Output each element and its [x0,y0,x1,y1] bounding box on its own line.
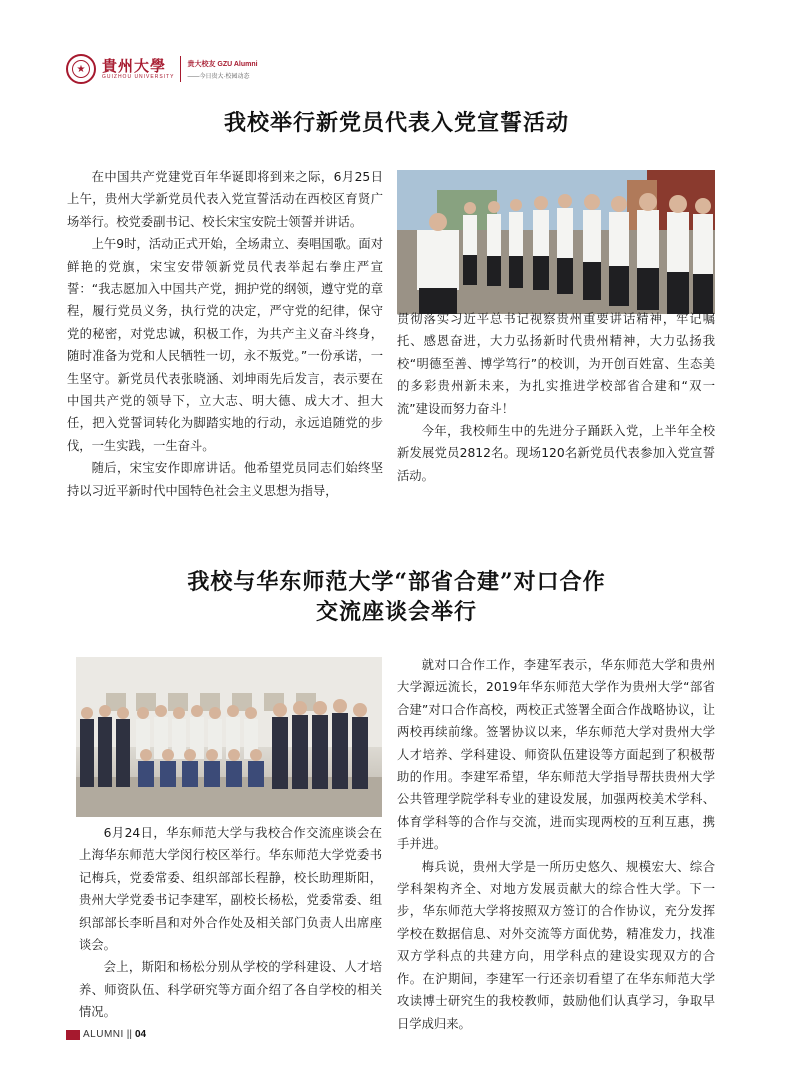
alumni-subtitle: ——今日贵大·校园动态 [187,73,250,80]
footer-separator: || [126,1029,132,1040]
red-block-icon [66,1030,80,1040]
article2-title-line1: 我校与华东师范大学“部省合建”对口合作 [187,569,606,595]
header-divider [180,56,181,82]
article2-right-column [397,654,715,1035]
university-logo-text: 貴州大學 [102,57,167,75]
article1-paragraph-3: 随后，宋宝安作即席讲话。他希望党员同志们始终坚持以习近平新时代中国特色社会主义思想为指导， [67,461,383,498]
university-seal-icon: ★ [66,54,96,84]
article1-paragraph-1: 在中国共产党建党百年华诞即将到来之际，6月25日上午，贵州大学新党员代表入党宣誓活动在西校区育贤广场举行。校党委副书记、校长宋宝安院士领誓并讲话。 [67,170,383,229]
university-brand [102,58,174,80]
article2-paragraph-4: 梅兵说，贵州大学是一所历史悠久、规模宏大、综合学科架构齐全、对地方发展贡献大的综合性大学。下一步，华东师范大学将按照双方签订的合作协议，充分发挥学校在数据信息、对外交流等方面优势，精准发力，找准双方学科点的共建方向，用学科点的建设实现双方的合作。在沪期间，李建军一行还亲切看望了在华东师范大学攻读博士研究生的我校教师，鼓励他们认真学习，争取早日学成归来。 [397,859,715,1031]
article2-title [0,567,793,627]
group-meeting-illustration [76,657,382,817]
page-number: 04 [135,1029,147,1040]
oath-ceremony-illustration [397,170,715,314]
article1-paragraph-5: 今年，我校师生中的先进分子踊跃入党，上半年全校新发展党员2812名。现场120名新党员代表参加入党宣誓活动。 [397,424,715,483]
article1-left-column [67,166,383,502]
article2-paragraph-1: 6月24日，华东师范大学与我校合作交流座谈会在上海华东师范大学闵行校区举行。华东师范大学党委书记梅兵，党委常委、组织部部长程静，校长助理斯阳，贵州大学党委书记李建军，副校长杨松，党委常委、组织部部长李昕昌和对外合作处及相关部门负责人出席座谈会。 [79,826,382,953]
oath-ceremony-photo [397,170,715,314]
alumni-block [187,59,257,80]
article1-title: 我校举行新党员代表入党宣誓活动 [223,110,569,136]
article2-title-line2: 交流座谈会举行 [315,599,477,625]
article1-paragraph-4: 贯彻落实习近平总书记视察贵州重要讲话精神，牢记嘱托、感恩奋进，大力弘扬新时代贵州精神，大力弘扬我校“明德至善、博学笃行”的校训，为开创百姓富、生态美的多彩贵州新未来，为扎实推进学校部省合建和“双一流”建设而努力奋斗！ [397,312,715,416]
university-logo-en: GUIZHOU UNIVERSITY [102,74,175,80]
footer-label: ALUMNI [83,1029,124,1040]
article1-right-column [397,308,715,487]
alumni-title: 贵大校友 GZU Alumni [187,60,258,68]
article2-paragraph-2: 会上，斯阳和杨松分别从学校的学科建设、人才培养、师资队伍、科学研究等方面介绍了各自学校的相关情况。 [79,960,382,1020]
page-footer [66,1029,146,1040]
article2-paragraph-3: 就对口合作工作，李建军表示，华东师范大学和贵州大学源远流长，2019年华东师范大学作为贵州大学“部省合建”对口合作高校，两校正式签署全面合作战略协议，让两校再续前缘。签署协议以来，华东师范大学对贵州大学人才培养、学科建设、师资队伍建设等方面起到了积极帮助的作用。李建军希望，华东师范大学指导帮扶贵州大学公共管理学院学科专业的建设发展，加强两校美术学科、体育学科等的合作与交流，进而实现两校的互利互惠，携手并进。 [397,658,715,852]
group-meeting-photo [76,657,382,817]
page-header [66,52,326,86]
article2-left-column [79,822,382,1024]
article1-paragraph-2: 上午9时，活动正式开始，全场肃立、奏唱国歌。面对鲜艳的党旗，宋宝安带领新党员代表举起右拳庄严宣誓：“我志愿加入中国共产党，拥护党的纲领，遵守党的章程，履行党员义务，执行党的决定，严守党的纪律，保守党的秘密，对党忠诚，积极工作，为共产主义奋斗终身，随时准备为党和人民牺牲一切，永不叛党。”一份承诺，一生坚守。新党员代表张晓涵、刘坤雨先后发言，表示要在中国共产党的领导下，立大志、明大德、成大才、担大任，把入党誓词转化为脚踏实地的行动，永远追随党的步伐，一生实践，一生奋斗。 [67,237,383,453]
